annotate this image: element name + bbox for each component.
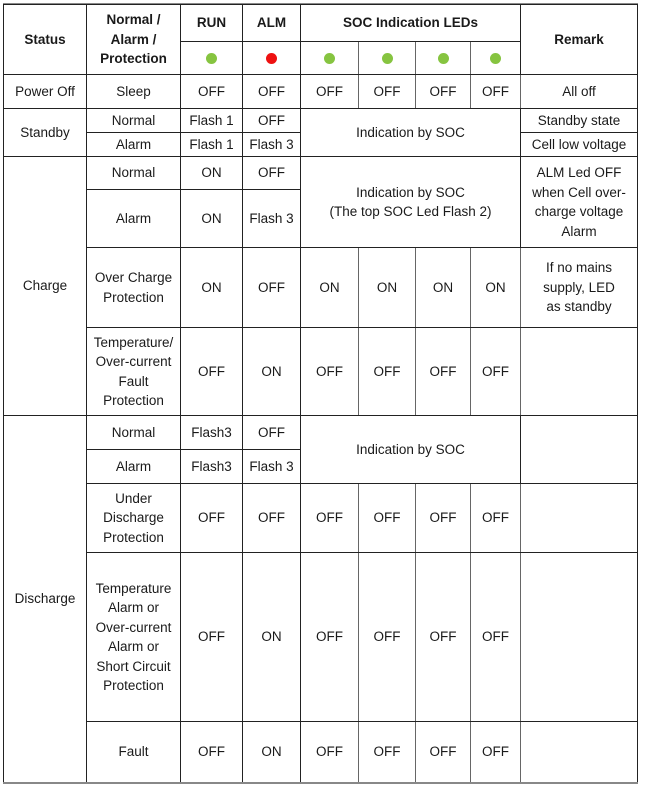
table-row	[4, 109, 638, 133]
alm-cell: Flash 3	[243, 450, 301, 484]
mode-cell: Normal	[87, 109, 181, 133]
mode-cell: Normal	[87, 157, 181, 190]
status-cell: Charge	[4, 157, 87, 416]
remark-cell	[521, 416, 638, 484]
table-row	[4, 722, 638, 783]
header-mode: Normal / Alarm / Protection	[87, 5, 181, 75]
soc-cell: Indication by SOC	[301, 416, 521, 484]
soc-cell: OFF	[416, 328, 471, 416]
run-cell: OFF	[181, 75, 243, 109]
remark-cell: All off	[521, 75, 638, 109]
soc-line-1: Indication by SOC	[356, 184, 465, 200]
run-cell: ON	[181, 248, 243, 328]
alm-cell: OFF	[243, 75, 301, 109]
alm-cell: OFF	[243, 109, 301, 133]
soc-cell: OFF	[359, 328, 416, 416]
run-cell: Flash 1	[181, 109, 243, 133]
alm-cell: OFF	[243, 157, 301, 190]
mode-cell: Over Charge Protection	[87, 248, 181, 328]
soc-cell: OFF	[301, 75, 359, 109]
table-row	[4, 553, 638, 722]
table-row	[4, 75, 638, 109]
run-cell: Flash3	[181, 416, 243, 450]
mode-cell: Sleep	[87, 75, 181, 109]
soc-cell: OFF	[301, 722, 359, 783]
alm-cell: Flash 3	[243, 190, 301, 248]
soc-cell: OFF	[471, 75, 521, 109]
alm-cell: ON	[243, 328, 301, 416]
soc-cell: OFF	[301, 328, 359, 416]
alm-cell: ON	[243, 553, 301, 722]
soc-cell: ON	[471, 248, 521, 328]
soc-cell: OFF	[471, 484, 521, 553]
mode-cell: Temperature/ Over-current Fault Protection	[87, 328, 181, 416]
soc-cell: OFF	[301, 484, 359, 553]
remark-cell: ALM Led OFF when Cell over-charge voltage Alarm	[521, 157, 638, 248]
mode-cell: Fault	[87, 722, 181, 783]
header-remark: Remark	[521, 5, 638, 75]
soc-cell: OFF	[416, 722, 471, 783]
status-cell: Standby	[4, 109, 87, 157]
soc-cell: OFF	[416, 75, 471, 109]
soc-cell: ON	[359, 248, 416, 328]
alm-cell: Flash 3	[243, 133, 301, 157]
run-cell: OFF	[181, 328, 243, 416]
mode-cell: Alarm	[87, 133, 181, 157]
mode-cell: Normal	[87, 416, 181, 450]
soc-cell: OFF	[471, 328, 521, 416]
run-led-icon	[206, 53, 217, 64]
run-cell: OFF	[181, 484, 243, 553]
alm-cell: ON	[243, 722, 301, 783]
header-soc: SOC Indication LEDs	[301, 5, 521, 42]
soc-line-2: (The top SOC Led Flash 2)	[329, 204, 492, 219]
run-led-cell	[181, 42, 243, 75]
status-cell: Power Off	[4, 75, 87, 109]
remark-cell: Standby state	[521, 109, 638, 133]
mode-cell: Alarm	[87, 450, 181, 484]
soc-cell: OFF	[416, 484, 471, 553]
table-bottom-border	[3, 782, 638, 784]
soc-cell: OFF	[416, 553, 471, 722]
run-cell: OFF	[181, 553, 243, 722]
run-cell: OFF	[181, 722, 243, 783]
mode-cell: Temperature Alarm or Over-current Alarm or Short Circuit Protection	[87, 553, 181, 722]
remark-cell	[521, 722, 638, 783]
soc-cell: OFF	[359, 75, 416, 109]
remark-cell: Cell low voltage	[521, 133, 638, 157]
run-cell: ON	[181, 157, 243, 190]
soc-led-2-icon	[382, 53, 393, 64]
soc-cell: OFF	[359, 722, 416, 783]
remark-cell: If no mains supply, LED as standby	[521, 248, 638, 328]
header-alm: ALM	[243, 5, 301, 42]
soc-cell: OFF	[359, 484, 416, 553]
soc-cell: OFF	[471, 553, 521, 722]
soc-led-2-cell	[359, 42, 416, 75]
soc-cell: ON	[301, 248, 359, 328]
soc-led-1-cell	[301, 42, 359, 75]
table-row	[4, 248, 638, 328]
soc-led-1-icon	[324, 53, 335, 64]
header-run: RUN	[181, 5, 243, 42]
soc-led-3-cell	[416, 42, 471, 75]
soc-cell: OFF	[301, 553, 359, 722]
remark-cell	[521, 484, 638, 553]
alm-cell: OFF	[243, 484, 301, 553]
soc-led-4-icon	[490, 53, 501, 64]
table-row	[4, 157, 638, 190]
alm-cell: OFF	[243, 248, 301, 328]
soc-cell: OFF	[471, 722, 521, 783]
header-status: Status	[4, 5, 87, 75]
run-cell: Flash3	[181, 450, 243, 484]
table-row	[4, 484, 638, 553]
soc-cell: ON	[416, 248, 471, 328]
status-cell: Discharge	[4, 416, 87, 783]
soc-led-4-cell	[471, 42, 521, 75]
soc-cell: Indication by SOC	[301, 109, 521, 157]
alm-led-cell	[243, 42, 301, 75]
mode-cell: Under Discharge Protection	[87, 484, 181, 553]
run-cell: Flash 1	[181, 133, 243, 157]
led-status-table	[3, 4, 638, 783]
remark-cell	[521, 553, 638, 722]
alm-cell: OFF	[243, 416, 301, 450]
table-row	[4, 416, 638, 450]
alm-led-icon	[266, 53, 277, 64]
run-cell: ON	[181, 190, 243, 248]
soc-cell: OFF	[359, 553, 416, 722]
remark-cell	[521, 328, 638, 416]
soc-cell	[301, 157, 521, 248]
soc-led-3-icon	[438, 53, 449, 64]
table-row	[4, 328, 638, 416]
mode-cell: Alarm	[87, 190, 181, 248]
